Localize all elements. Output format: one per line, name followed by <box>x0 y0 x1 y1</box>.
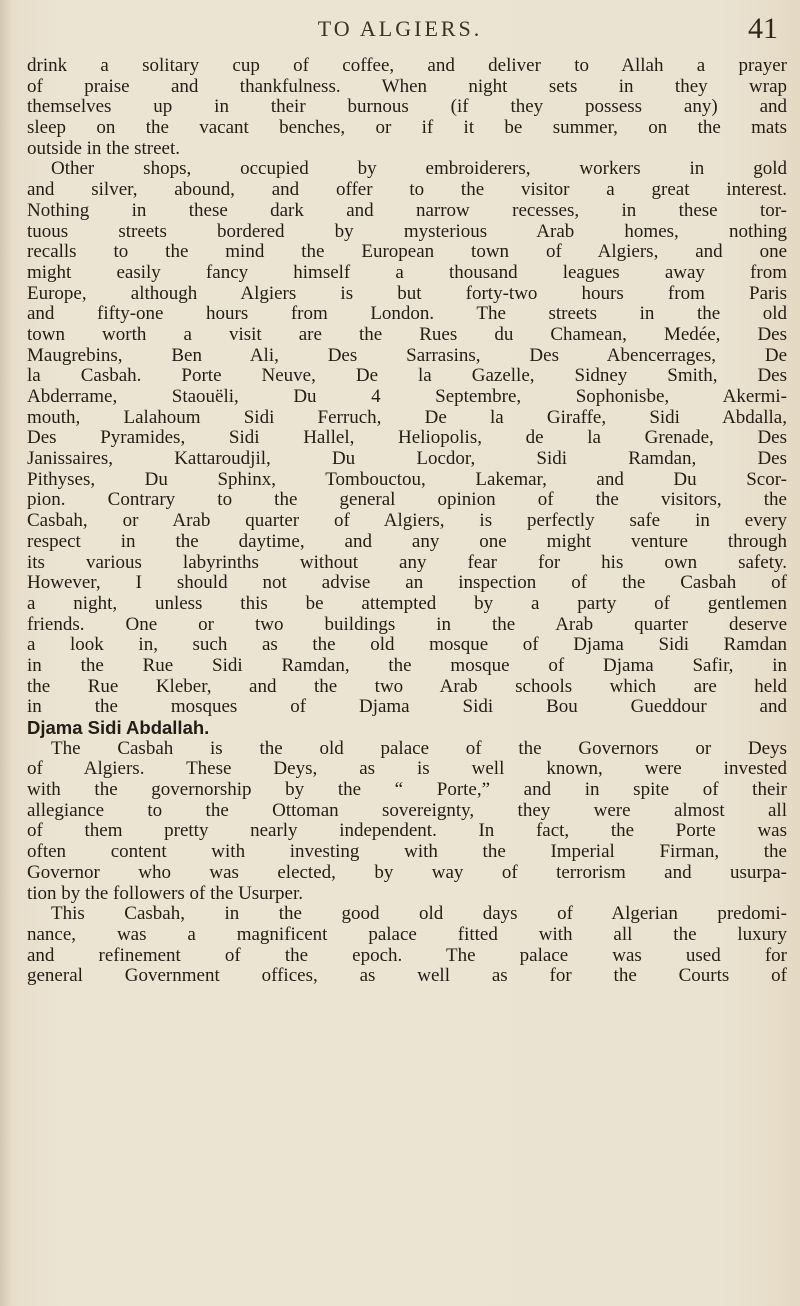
text-line: nance, was a magnificent palace fitted with all the luxury <box>27 924 787 945</box>
text-line: of them pretty nearly independent. In fact, the Porte was <box>27 821 787 842</box>
text-line: Des Pyramides, Sidi Hallel, Heliopolis, de la Grenade, Des <box>27 428 787 449</box>
text-line: Janissaires, Kattaroudjil, Du Locdor, Sidi Ramdan, Des <box>27 449 787 470</box>
text-line: often content with investing with the Imperial Firman, the <box>27 842 787 863</box>
text-line: mouth, Lalahoum Sidi Ferruch, De la Giraffe, Sidi Abdalla, <box>27 407 787 428</box>
text-line: and silver, abound, and offer to the visitor a great interest. <box>27 180 787 201</box>
text-line: Casbah, or Arab quarter of Algiers, is perfectly safe in every <box>27 511 787 532</box>
text-line: and refinement of the epoch. The palace was used for <box>27 945 787 966</box>
running-head: TO ALGIERS. <box>317 16 483 41</box>
text-line: tion by the followers of the Usurper. <box>27 883 303 904</box>
text-line: the Rue Kleber, and the two Arab schools which are held <box>27 676 787 697</box>
text-line: of Algiers. These Deys, as is well known, were invested <box>27 759 787 780</box>
text-line: Nothing in these dark and narrow recesses, in these tor- <box>27 200 787 221</box>
text-line: Governor who was elected, by way of terrorism and usurpa- <box>27 862 787 883</box>
text-line: Abderrame, Staouëli, Du 4 Septembre, Sophonisbe, Akermi- <box>27 387 787 407</box>
page-number: 41 <box>748 12 778 45</box>
text-line: its various labyrinths without any fear for his own safety. <box>27 552 787 573</box>
text-line: recalls to the mind the European town of Algiers, and one <box>27 242 787 263</box>
text-line: general Government offices, as well as for the Courts of <box>27 966 787 987</box>
binding-shadow <box>0 0 12 1306</box>
text-line: themselves up in their burnous (if they possess any) and <box>27 97 787 118</box>
text-line: This Casbah, in the good old days of Algerian predomi- <box>51 904 787 925</box>
text-line: However, I should not advise an inspection of the Casbah of <box>27 573 787 594</box>
text-line: drink a solitary cup of coffee, and deliver to Allah a prayer <box>27 56 787 76</box>
text-line: town worth a visit are the Rues du Chamean, Medée, Des <box>27 324 787 345</box>
text-line: in the Rue Sidi Ramdan, the mosque of Djama Safir, in <box>27 655 787 676</box>
text-line: and fifty-one hours from London. The streets in the old <box>27 304 787 325</box>
text-line: allegiance to the Ottoman sovereignty, they were almost all <box>27 800 787 821</box>
text-line: The Casbah is the old palace of the Governors or Deys <box>51 738 787 759</box>
text-line: a look in, such as the old mosque of Djama Sidi Ramdan <box>27 635 787 656</box>
text-line: with the governorship by the “ Porte,” and in spite of their <box>27 780 787 801</box>
text-line: might easily fancy himself a thousand leagues away from <box>27 262 787 283</box>
text-line: friends. One or two buildings in the Arab quarter deserve <box>27 614 787 635</box>
text-line: of praise and thankfulness. When night sets in they wrap <box>27 76 787 97</box>
text-line: sleep on the vacant benches, or if it be summer, on the mats <box>27 118 787 139</box>
text-line: Europe, although Algiers is but forty-two hours from Paris <box>27 283 787 304</box>
page-header <box>0 14 800 50</box>
text-line: in the mosques of Djama Sidi Bou Gueddour and <box>27 697 787 718</box>
text-line: Pithyses, Du Sphinx, Tombouctou, Lakemar, and Du Scor- <box>27 469 787 490</box>
text-line: la Casbah. Porte Neuve, De la Gazelle, Sidney Smith, Des <box>27 366 787 387</box>
text-line: tuous streets bordered by mysterious Arab homes, nothing <box>27 221 787 242</box>
text-line: a night, unless this be attempted by a party of gentlemen <box>27 593 787 614</box>
text-line: outside in the street. <box>27 138 181 159</box>
text-line: Maugrebins, Ben Ali, Des Sarrasins, Des Abencerrages, De <box>27 345 787 366</box>
body-text <box>27 56 787 987</box>
text-line: Djama Sidi Abdallah. <box>27 718 210 738</box>
text-line: pion. Contrary to the general opinion of the visitors, the <box>27 490 787 511</box>
text-line: Other shops, occupied by embroiderers, workers in gold <box>51 159 787 180</box>
text-line: respect in the daytime, and any one might venture through <box>27 531 787 552</box>
